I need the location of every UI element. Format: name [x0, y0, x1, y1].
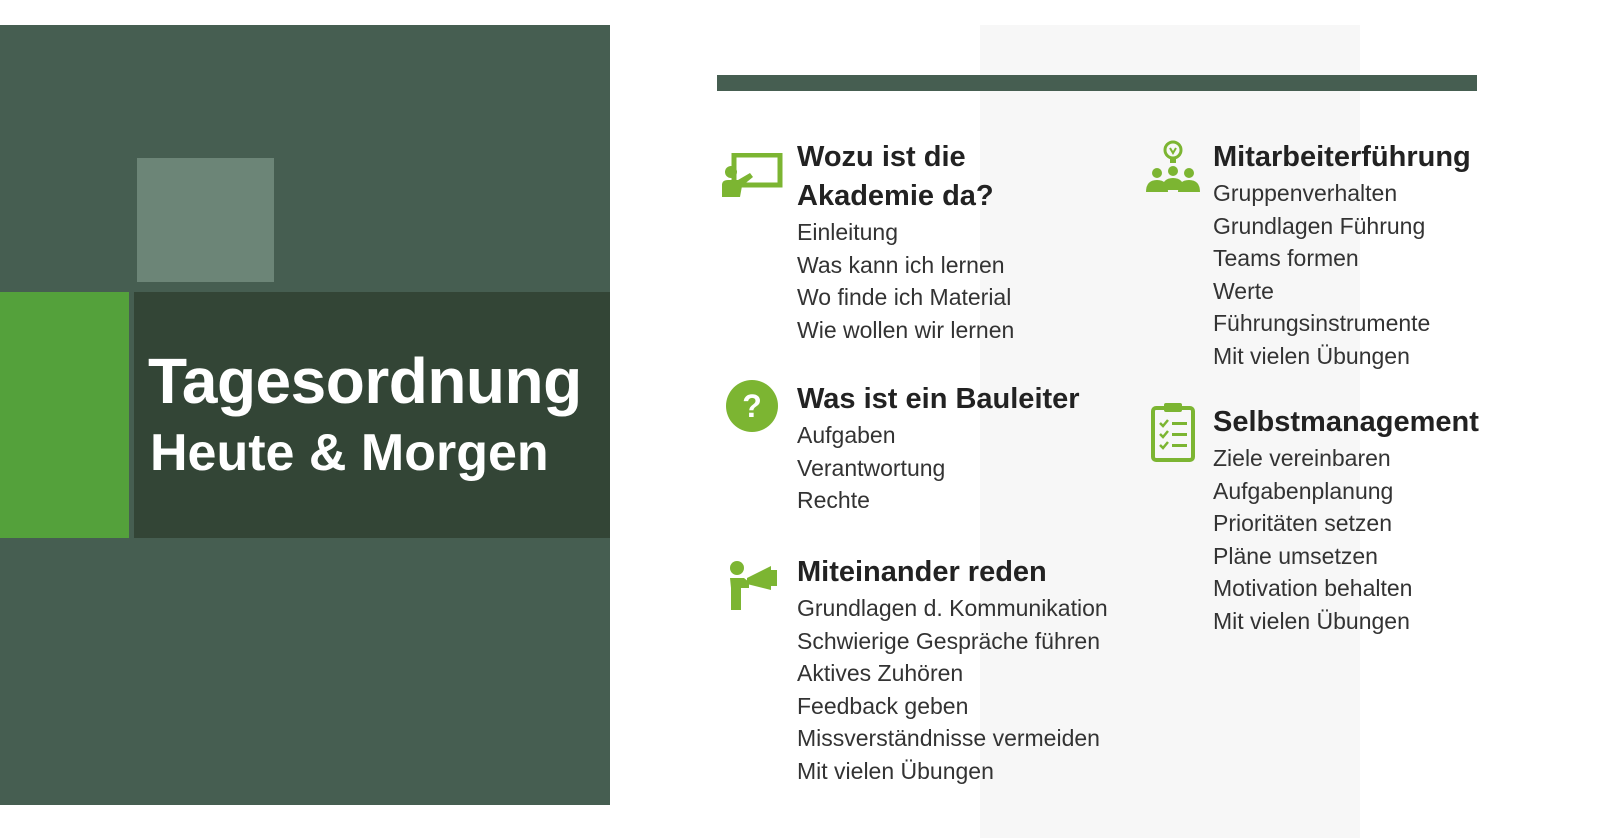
section-title-line: Akademie da?	[797, 180, 994, 212]
checklist-icon	[1150, 402, 1196, 462]
list-item: Pläne umsetzen	[1213, 542, 1378, 569]
section-self-management	[1213, 403, 1479, 637]
section-title	[797, 138, 1014, 216]
list-item: Prioritäten setzen	[1213, 510, 1392, 536]
svg-text:?: ?	[742, 388, 762, 424]
section-title-line: Wozu ist die	[797, 141, 966, 173]
section-bauleiter	[797, 380, 1080, 517]
list-item: Verantwortung	[797, 454, 946, 481]
section-leadership	[1213, 138, 1471, 372]
decorative-square	[137, 158, 274, 282]
section-title: Mitarbeiterführung	[1213, 141, 1471, 173]
list-item: Mit vielen Übungen	[797, 757, 994, 784]
list-item: Einleitung	[797, 219, 899, 245]
list-item: Mit vielen Übungen	[1213, 342, 1410, 369]
team-icon	[1145, 140, 1201, 194]
list-item: Wie wollen wir lernen	[797, 316, 1015, 343]
section-title: Miteinander reden	[797, 556, 1047, 588]
list-item: Führungsinstrumente	[1213, 310, 1431, 336]
list-item: Missverständnisse vermeiden	[797, 725, 1100, 751]
list-item: Mit vielen Übungen	[1213, 607, 1410, 634]
section-title: Was ist ein Bauleiter	[797, 383, 1080, 415]
list-item: Was kann ich lernen	[797, 251, 1005, 278]
question-icon	[725, 379, 779, 433]
list-item: Feedback geben	[797, 692, 969, 719]
list-item: Gruppenverhalten	[1213, 180, 1398, 206]
list-item: Motivation behalten	[1213, 575, 1413, 601]
list-item: Werte	[1213, 277, 1274, 304]
list-item: Grundlagen Führung	[1213, 212, 1426, 239]
list-item: Aufgaben	[797, 422, 896, 448]
header-rule	[717, 75, 1477, 91]
page-title: Tagesordnung	[148, 345, 582, 417]
accent-bar	[0, 292, 129, 538]
presentation-icon	[720, 153, 784, 199]
list-item: Teams formen	[1213, 245, 1359, 271]
list-item: Rechte	[797, 487, 870, 513]
list-item: Ziele vereinbaren	[1213, 445, 1391, 471]
list-item: Aktives Zuhören	[797, 660, 964, 686]
list-item: Aufgabenplanung	[1213, 477, 1394, 504]
section-academy	[797, 138, 1014, 346]
list-item: Grundlagen d. Kommunikation	[797, 595, 1108, 621]
section-title: Selbstmanagement	[1213, 406, 1479, 438]
list-item: Schwierige Gespräche führen	[797, 627, 1100, 654]
list-item: Wo finde ich Material	[797, 284, 1012, 310]
megaphone-icon	[727, 560, 779, 612]
section-communication	[797, 553, 1108, 787]
page-subtitle: Heute & Morgen	[150, 424, 549, 482]
